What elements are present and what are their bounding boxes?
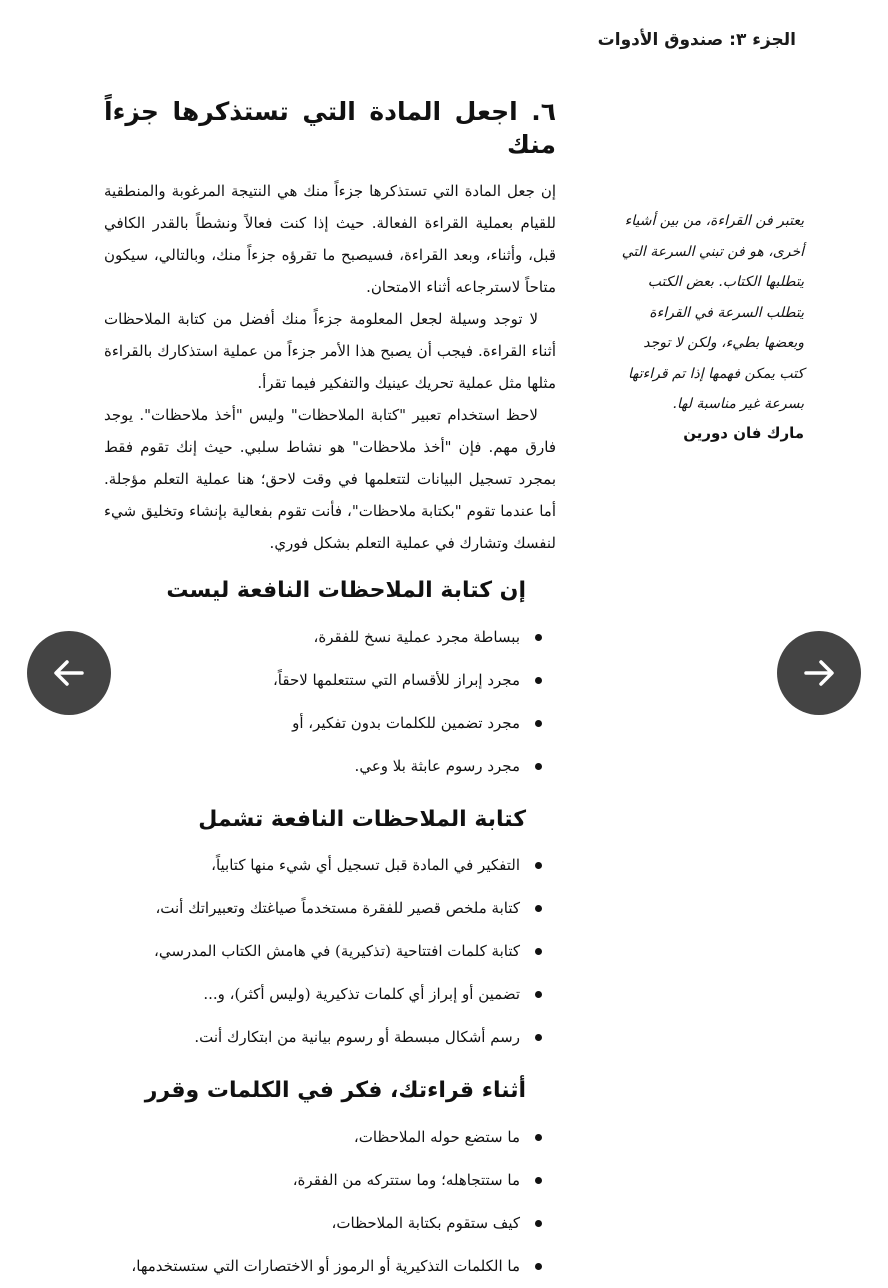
list-title: أثناء قراءتك، فكر في الكلمات وقرر: [144, 1078, 526, 1104]
arrow-right-icon: [799, 653, 839, 693]
list-item-text: تضمين أو إبراز أي كلمات تذكيرية (وليس أكثر)، و...: [203, 985, 520, 1004]
list-item: [104, 1116, 520, 1159]
arrow-left-icon: [49, 653, 89, 693]
list-item-text: كتابة ملخص قصير للفقرة مستخدماً صياغتك وتعبيراتك أنت،: [155, 899, 520, 918]
list-item-text: التفكير في المادة قبل تسجيل أي شيء منها كتابياً،: [211, 856, 520, 875]
paragraph: لا توجد وسيلة لجعل المعلومة جزءاً منك أفضل من كتابة الملاحظات أثناء القراءة. فيجب أن يصبح هذا الأمر جزءاً من عملية استذكارك بالقراءة مثلها مثل عملية تحريك عينيك والتفكير فيما تقرأ.: [104, 310, 556, 392]
bullet-icon: [535, 1034, 542, 1041]
list-item-text: مجرد رسوم عابثة بلا وعي.: [354, 756, 520, 775]
list-item: [104, 1016, 520, 1059]
bullet-icon: [535, 677, 542, 684]
list-item: [104, 702, 520, 745]
bullet-list: [104, 844, 556, 1059]
list-item-text: مجرد إبراز للأقسام التي ستتعلمها لاحقاً،: [272, 670, 520, 689]
bullet-icon: [535, 1263, 542, 1270]
bullet-icon: [535, 862, 542, 869]
paragraph: لاحظ استخدام تعبير "كتابة الملاحظات" وليس "أخذ ملاحظات". يوجد فارق مهم. فإن "أخذ ملاحظات" هو نشاط سلبي. حيث إنك تقوم فقط بمجرد تسجيل البيانات لتتعلمها في وقت لاحق؛ هنا عملية التعلم مؤجلة. أما عندما تقوم "بكتابة ملاحظات"، فأنت تقوم بفعالية بإنشاء وتخليق شيء لنفسك وتشارك في عملية التعلم بشكل فوري.: [104, 406, 556, 552]
previous-page-button[interactable]: [27, 631, 111, 715]
bullet-icon: [535, 991, 542, 998]
running-header: الجزء ٣: صندوق الأدوات: [597, 30, 796, 50]
paragraph: إن جعل المادة التي تستذكرها جزءاً منك هي النتيجة المرغوبة والمنطقية للقيام بعملية القراءة الفعالة. حيث إذا كنت فعالاً ونشطاً بالقدر الكافي قبل، وأثناء، وبعد القراءة، فسيصبح ما تقرؤه جزءاً منك، وبالتالي، سيكون متاحاً لاسترجاعه أثناء الامتحان.: [104, 182, 556, 296]
list-item: [104, 973, 520, 1016]
quote-text: يعتبر فن القراءة، من بين أشياء أخرى، هو فن تبني السرعة التي يتطلبها الكتاب. بعض الكتب يتطلب السرعة في القراءة وبعضها بطيء، ولكن لا توجد كتب يمكن فهمها إذا تم قراءتها بسرعة غير مناسبة لها.: [621, 213, 804, 412]
list-item: [104, 930, 520, 973]
list-item-text: رسم أشكال مبسطة أو رسوم بيانية من ابتكارك أنت.: [194, 1028, 520, 1047]
bullet-icon: [535, 763, 542, 770]
section-title: ٦. اجعل المادة التي تستذكرها جزءاً منك: [104, 97, 556, 159]
list-item: [104, 844, 520, 887]
list-item: [104, 616, 520, 659]
list-item-text: مجرد تضمين للكلمات بدون تفكير، أو: [292, 713, 520, 732]
bullet-icon: [535, 1134, 542, 1141]
list-item: [104, 1202, 520, 1245]
list-item-text: كيف ستقوم بكتابة الملاحظات،: [331, 1213, 520, 1232]
quote-author: مارك فان دورين: [683, 423, 804, 442]
list-item: [104, 887, 520, 930]
list-title: إن كتابة الملاحظات النافعة ليست: [166, 578, 526, 603]
list-item-text: ما ستتجاهله؛ وما ستتركه من الفقرة،: [292, 1170, 520, 1189]
list-title: كتابة الملاحظات النافعة تشمل: [198, 806, 526, 832]
bullet-icon: [535, 720, 542, 727]
bullet-icon: [535, 1220, 542, 1227]
list-item: [104, 745, 520, 788]
sidebar-quote: [616, 206, 804, 442]
bullet-icon: [535, 948, 542, 955]
bullet-list: [104, 1116, 556, 1288]
list-item-text: كتابة كلمات افتتاحية (تذكيرية) في هامش الكتاب المدرسي،: [153, 942, 520, 961]
next-page-button[interactable]: [777, 631, 861, 715]
main-content: [104, 96, 556, 1288]
bullet-icon: [535, 634, 542, 641]
list-item-text: ما الكلمات التذكيرية أو الرموز أو الاختصارات التي ستستخدمها،: [131, 1256, 520, 1275]
bullet-icon: [535, 905, 542, 912]
list-item-text: ما ستضع حوله الملاحظات،: [353, 1127, 520, 1146]
bullet-icon: [535, 1177, 542, 1184]
list-item: [104, 1159, 520, 1202]
bullet-list: [104, 616, 556, 788]
list-item-text: ببساطة مجرد عملية نسخ للفقرة،: [313, 627, 520, 646]
list-item: [104, 1245, 520, 1288]
list-item: [104, 659, 520, 702]
